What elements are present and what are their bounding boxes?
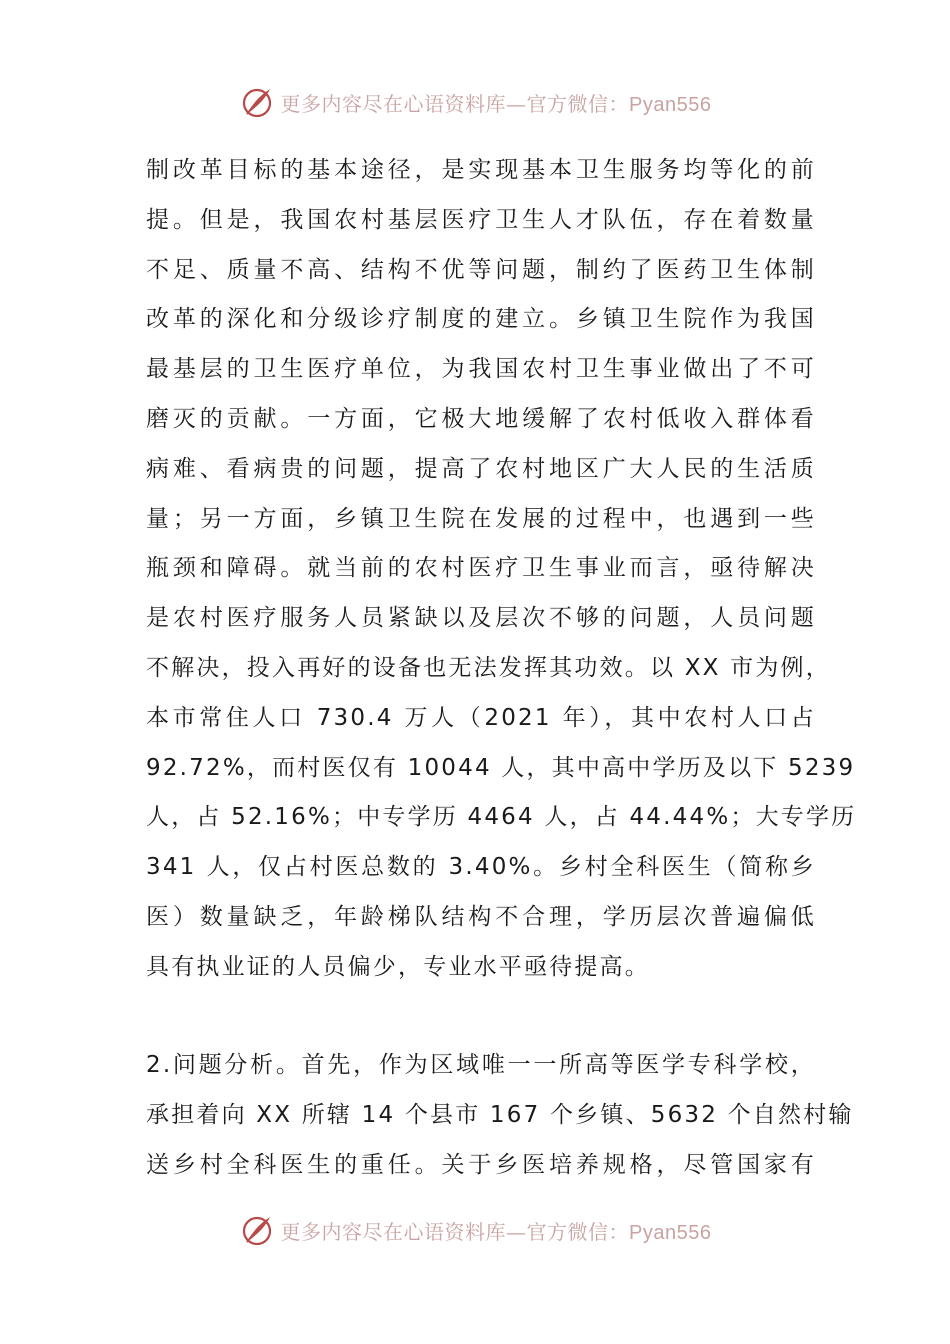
paragraph-line: 341 人，仅占村医总数的 3.40%。乡村全科医生（简称乡 xyxy=(146,854,816,881)
header-banner-label: 更多内容尽在心语资料库—官方微信： xyxy=(280,91,630,116)
paragraph-line: 量；另一方面，乡镇卫生院在发展的过程中，也遇到一些 xyxy=(146,505,816,532)
paragraph-line: 改革的深化和分级诊疗制度的建立。乡镇卫生院作为我国 xyxy=(146,306,816,333)
paragraph-line: 承担着向 XX 所辖 14 个县市 167 个乡镇、5632 个自然村输 xyxy=(146,1101,854,1128)
paragraph-line: 医）数量缺乏，年龄梯队结构不合理，学历层次普遍偏低 xyxy=(146,903,816,930)
paragraph-line: 具有执业证的人员偏少，专业水平亟待提高。 xyxy=(146,953,650,980)
paragraph-line: 病难、看病贵的问题，提高了农村地区广大人民的生活质 xyxy=(146,455,816,482)
paragraph-line: 瓶颈和障碍。就当前的农村医疗卫生事业而言，亟待解决 xyxy=(146,555,816,582)
footer-banner-wechat: Pyan556 xyxy=(629,1221,712,1244)
body-paragraph-2 xyxy=(146,1041,854,1190)
header-banner-text xyxy=(281,88,712,117)
paragraph-line: 本市常住人口 730.4 万人（2021 年），其中农村人口占 xyxy=(146,704,816,731)
header-banner xyxy=(0,82,950,122)
paragraph-line: 制改革目标的基本途径，是实现基本卫生服务均等化的前 xyxy=(146,157,816,183)
paragraph-line: 是农村医疗服务人员紧缺以及层次不够的问题，人员问题 xyxy=(146,605,816,632)
quill-logo-icon xyxy=(239,84,275,120)
footer-banner xyxy=(0,1210,950,1250)
footer-banner-label: 更多内容尽在心语资料库—官方微信： xyxy=(280,1219,630,1244)
paragraph-line: 92.72%，而村医仅有 10044 人，其中高中学历及以下 5239 xyxy=(146,754,856,781)
paragraph-line: 2.问题分析。首先，作为区域唯一一所高等医学专科学校， xyxy=(146,1052,816,1078)
paragraph-line: 提。但是，我国农村基层医疗卫生人才队伍，存在着数量 xyxy=(146,206,816,233)
body-paragraph-1 xyxy=(146,146,857,993)
header-banner-wechat: Pyan556 xyxy=(629,93,712,116)
paragraph-line: 最基层的卫生医疗单位，为我国农村卫生事业做出了不可 xyxy=(146,356,816,383)
paragraph-line: 磨灭的贡献。一方面，它极大地缓解了农村低收入群体看 xyxy=(146,405,816,432)
quill-logo-icon xyxy=(239,1212,275,1248)
paragraph-line: 人，占 52.16%；中专学历 4464 人，占 44.44%；大专学历 xyxy=(146,804,857,831)
paragraph-line: 不解决，投入再好的设备也无法发挥其功效。以 XX 市为例， xyxy=(146,654,831,681)
paragraph-line: 不足、质量不高、结构不优等问题，制约了医药卫生体制 xyxy=(146,256,816,283)
footer-banner-text xyxy=(281,1216,712,1245)
paragraph-line: 送乡村全科医生的重任。关于乡医培养规格，尽管国家有 xyxy=(146,1151,816,1178)
